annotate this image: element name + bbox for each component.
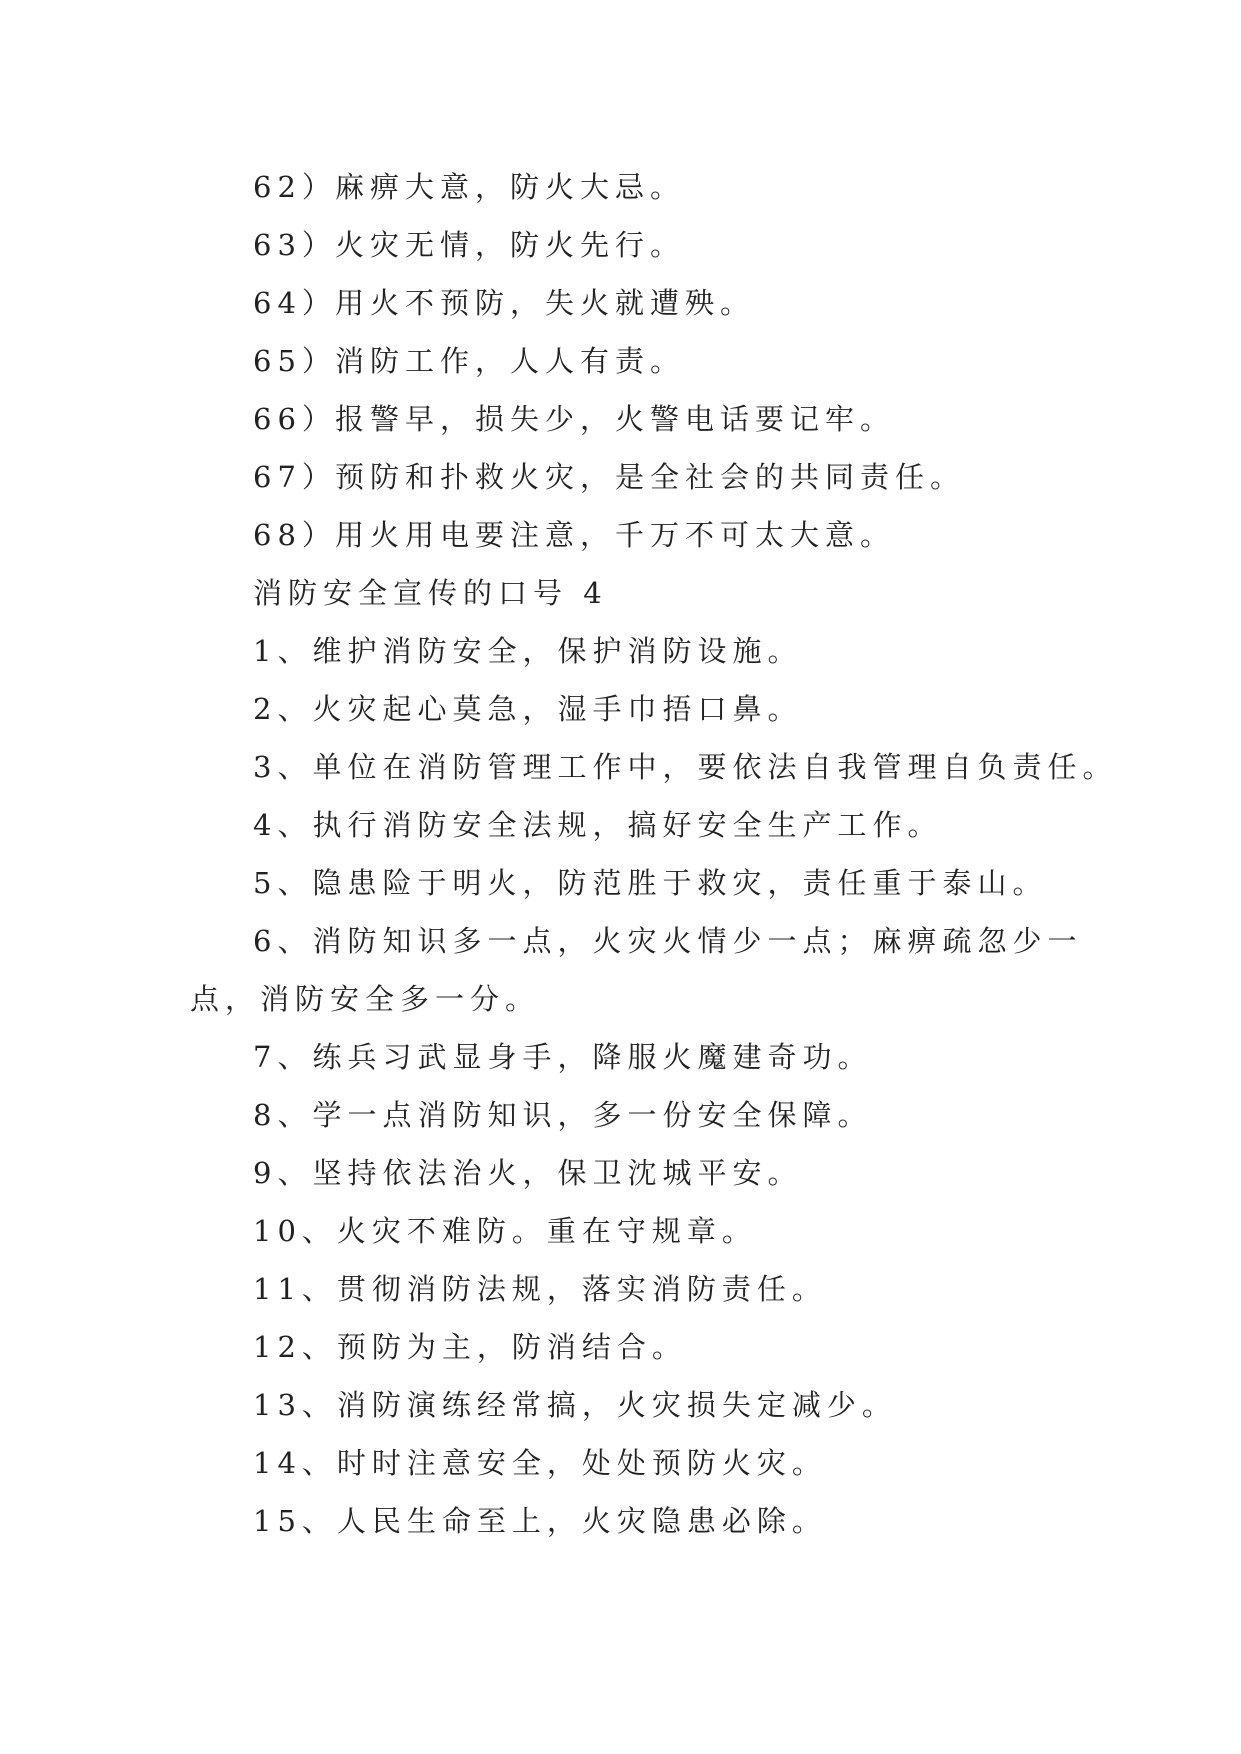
list-item: [190, 274, 1070, 332]
item-text: 消防知识多一点，火灾火情少一点；麻痹疏忽少一: [312, 924, 1083, 958]
list-item: [190, 1028, 1070, 1086]
item-number: 67）: [253, 460, 337, 494]
item-text: 预防和扑救火灾，是全社会的共同责任。: [335, 460, 966, 494]
item-text: 用火用电要注意，千万不可太大意。: [335, 518, 896, 552]
list-item: [190, 1144, 1070, 1202]
item-number: 2、: [253, 692, 313, 726]
item-text: 预防为主，防消结合。: [336, 1330, 687, 1364]
list-item: [190, 912, 1083, 970]
item-text: 执行消防安全法规，搞好安全生产工作。: [312, 808, 943, 842]
item-text: 学一点消防知识，多一份安全保障。: [312, 1098, 873, 1132]
item-number: 9、: [253, 1156, 313, 1190]
item-text: 消防演练经常搞，火灾损失定减少。: [336, 1388, 897, 1422]
list-item-continuation: 点，消防安全多一分。: [190, 982, 541, 1016]
list-item: [190, 1318, 1070, 1376]
list-item: [190, 1492, 1070, 1550]
item-text: 火灾起心莫急，湿手巾捂口鼻。: [312, 692, 803, 726]
item-number: 13、: [253, 1388, 337, 1422]
item-number: 65）: [253, 344, 337, 378]
list-item: [190, 332, 1070, 390]
item-text: 人民生命至上，火灾隐患必除。: [336, 1504, 827, 1538]
item-text: 维护消防安全，保护消防设施。: [312, 634, 803, 668]
item-number: 11、: [253, 1272, 337, 1306]
item-number: 5、: [253, 866, 313, 900]
item-number: 8、: [253, 1098, 313, 1132]
list-item: [190, 1086, 1070, 1144]
list-item: [190, 622, 1070, 680]
list-item: [190, 1202, 1070, 1260]
item-number: 1、: [253, 634, 313, 668]
list-item: [190, 1260, 1070, 1318]
list-item: [190, 1434, 1070, 1492]
item-text: 隐患险于明火，防范胜于救灾，责任重于泰山。: [312, 866, 1048, 900]
item-text: 单位在消防管理工作中，要依法自我管理自负责任。: [312, 750, 1118, 784]
item-number: 14、: [253, 1446, 337, 1480]
item-number: 63）: [253, 228, 337, 262]
item-number: 4、: [253, 808, 313, 842]
item-number: 15、: [253, 1504, 337, 1538]
list-item: [190, 216, 1070, 274]
item-number: 62）: [253, 170, 337, 204]
list-item: [190, 390, 1070, 448]
item-number: 7、: [253, 1040, 313, 1074]
list-item: [190, 448, 1070, 506]
item-number: 68）: [253, 518, 337, 552]
item-text: 报警早，损失少，火警电话要记牢。: [335, 402, 896, 436]
list-item: [190, 796, 1070, 854]
list-item: [190, 680, 1070, 738]
item-text: 坚持依法治火，保卫沈城平安。: [312, 1156, 803, 1190]
item-text: 麻痹大意，防火大忌。: [335, 170, 686, 204]
item-text: 用火不预防，失火就遭殃。: [335, 286, 756, 320]
item-text: 火灾无情，防火先行。: [335, 228, 686, 262]
list-item: [190, 854, 1070, 912]
item-number: 64）: [253, 286, 337, 320]
item-text: 练兵习武显身手，降服火魔建奇功。: [312, 1040, 873, 1074]
list-item: [190, 158, 1070, 216]
item-text: 消防工作，人人有责。: [335, 344, 686, 378]
list-item: [190, 1376, 1070, 1434]
item-text: 贯彻消防法规，落实消防责任。: [336, 1272, 827, 1306]
item-number: 10、: [253, 1214, 337, 1248]
item-text: 时时注意安全，处处预防火灾。: [336, 1446, 827, 1480]
item-number: 66）: [253, 402, 337, 436]
item-number: 6、: [253, 924, 313, 958]
section-heading: 消防安全宣传的口号 4: [253, 576, 608, 610]
list-item: [190, 506, 1070, 564]
item-text: 火灾不难防。重在守规章。: [336, 1214, 757, 1248]
item-number: 3、: [253, 750, 313, 784]
list-item: [190, 738, 1118, 796]
item-number: 12、: [253, 1330, 337, 1364]
document-body: [190, 158, 1118, 1550]
